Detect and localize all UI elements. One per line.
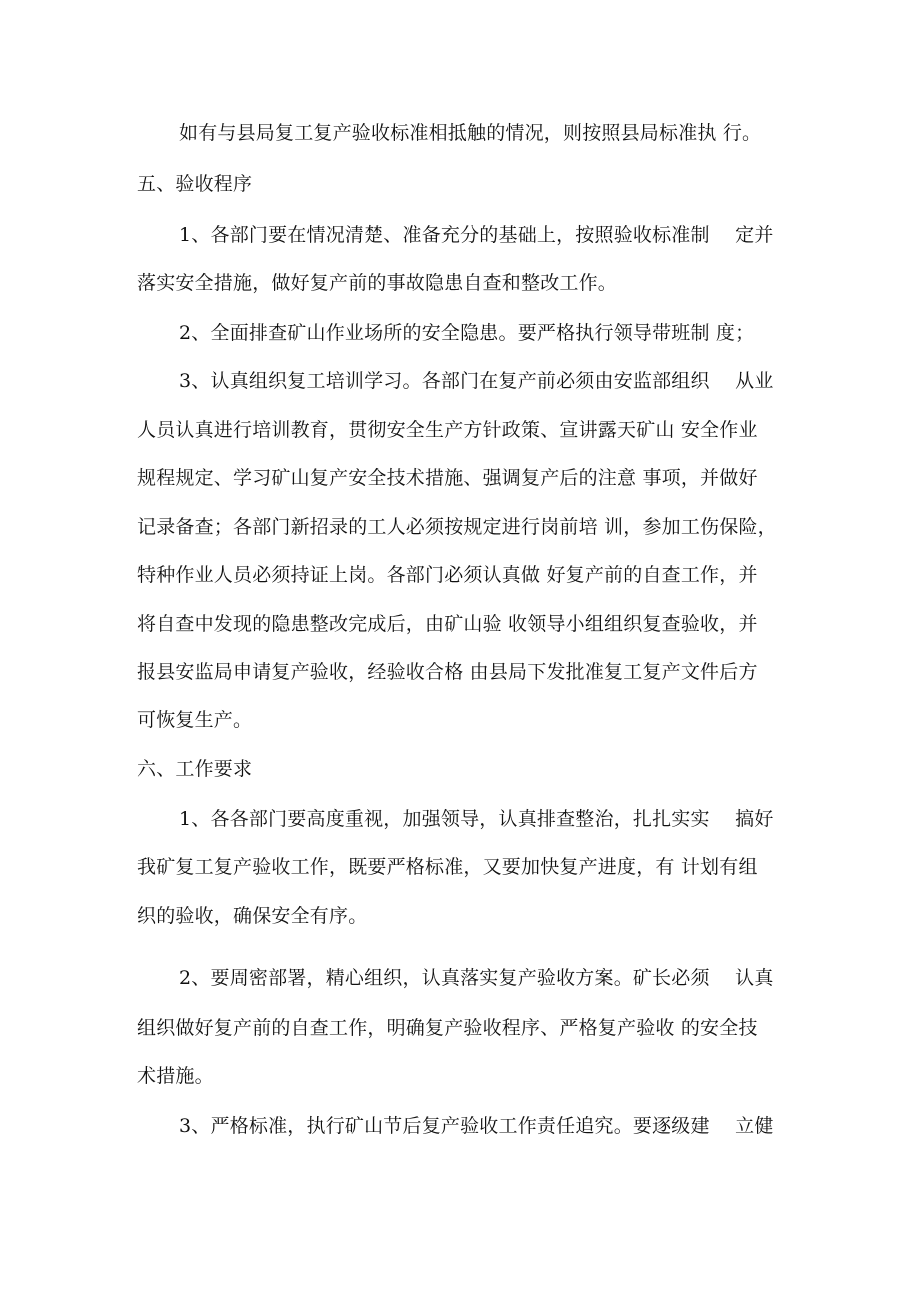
paragraph-line: 3、认真组织复工培训学习。各部门在复产前必须由安监部组织 从业 <box>179 370 774 392</box>
paragraph-line: 2、要周密部署，精心组织，认真落实复产验收方案。矿长必须 认真 <box>179 967 774 989</box>
paragraph-line: 术措施。 <box>137 1065 214 1087</box>
paragraph-line: 2、全面排查矿山作业场所的安全隐患。要严格执行领导带班制 度； <box>179 322 755 344</box>
paragraph-line: 规程规定、学习矿山复产安全技术措施、强调复产后的注意 事项，并做好 <box>137 467 758 489</box>
paragraph-line: 1、各部门要在情况清楚、准备充分的基础上，按照验收标准制 定并 <box>179 224 774 246</box>
paragraph-line: 如有与县局复工复产验收标准相抵触的情况，则按照县局标准执 行。 <box>179 122 762 144</box>
section-heading-acceptance-procedure: 五、验收程序 <box>137 173 253 195</box>
paragraph-line: 我矿复工复产验收工作，既要严格标准，又要加快复产进度，有 计划有组 <box>137 856 758 878</box>
paragraph-line: 将自查中发现的隐患整改完成后，由矿山验 收领导小组组织复查验收，并 <box>137 613 758 635</box>
paragraph-line: 织的验收，确保安全有序。 <box>137 905 368 927</box>
paragraph-line: 1、各各部门要高度重视，加强领导，认真排查整治，扎扎实实 搞好 <box>179 808 774 830</box>
paragraph-line: 报县安监局申请复产验收，经验收合格 由县局下发批准复工复产文件后方 <box>137 661 758 683</box>
paragraph-line: 3、严格标准，执行矿山节后复产验收工作责任追究。要逐级建 立健 <box>179 1115 774 1137</box>
section-heading-work-requirements: 六、工作要求 <box>137 758 253 780</box>
paragraph-line: 人员认真进行培训教育，贯彻安全生产方针政策、宣讲露天矿山 安全作业 <box>137 419 758 441</box>
paragraph-line: 可恢复生产。 <box>137 709 253 731</box>
paragraph-line: 记录备查；各部门新招录的工人必须按规定进行岗前培 训，参加工伤保险， <box>137 516 777 538</box>
paragraph-line: 组织做好复产前的自查工作，明确复产验收程序、严格复产验收 的安全技 <box>137 1017 758 1039</box>
paragraph-line: 落实安全措施，做好复产前的事故隐患自查和整改工作。 <box>137 272 618 294</box>
paragraph-line: 特种作业人员必须持证上岗。各部门必须认真做 好复产前的自查工作，并 <box>137 564 758 586</box>
